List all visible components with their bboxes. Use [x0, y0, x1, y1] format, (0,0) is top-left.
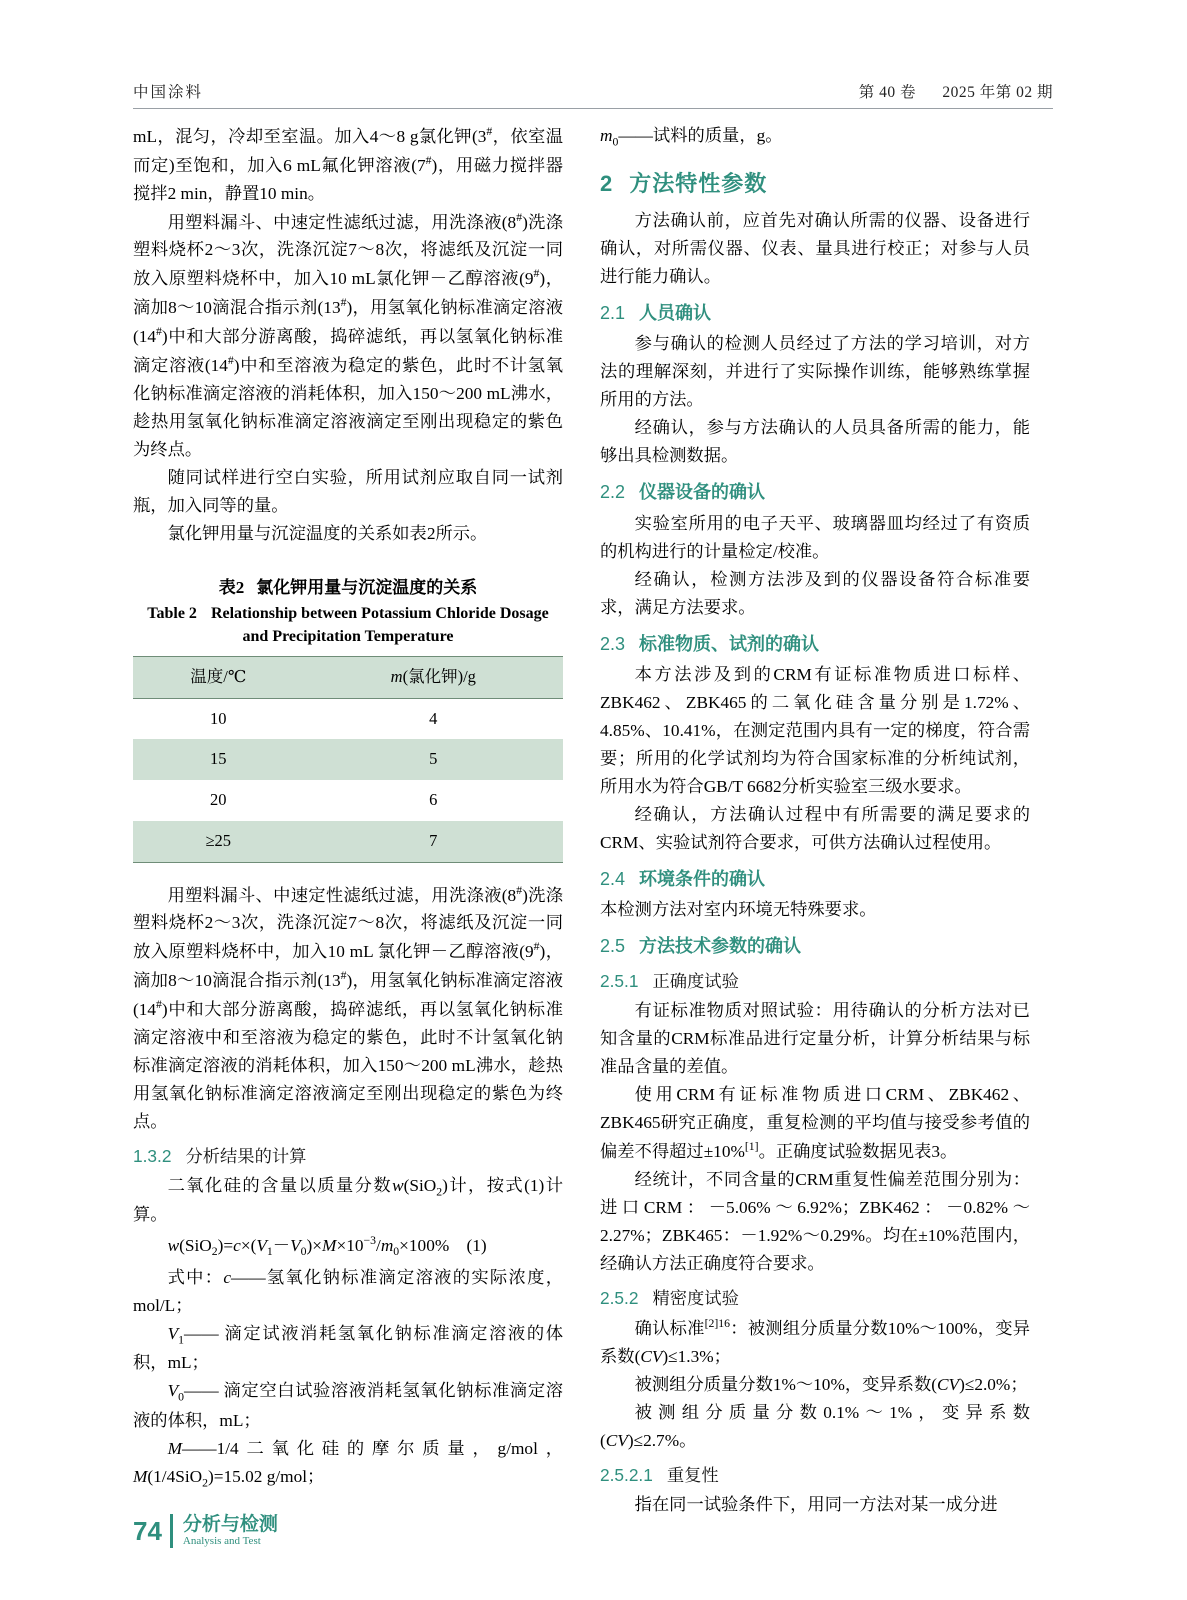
table-caption-cn [133, 574, 563, 602]
cell-dosage: 7 [304, 821, 563, 862]
heading-text: 仪器设备的确认 [639, 482, 766, 503]
paragraph: 方法确认前，应首先对确认所需的仪器、设备进行确认，对所需仪器、仪表、量具进行校正；对参与人员进行能力确认。 [600, 211, 1030, 287]
paragraph: $V_0——$ 滴定空白试验溶液消耗氢氧化钠标准滴定溶液的体积，mL； [133, 1381, 563, 1430]
cell-dosage: 4 [429, 708, 438, 728]
cell-dosage: 5 [304, 739, 563, 780]
paragraph: 式中：c——氢氧化钠标准滴定溶液的实际浓度，mol/L； [133, 1267, 563, 1315]
paragraph: 经确认，检测方法涉及到的仪器设备符合标准要求，满足方法要求。 [600, 569, 1030, 617]
table-title-en-line2: and Precipitation Temperature [242, 627, 454, 645]
heading-number: 2 [600, 170, 614, 196]
issue-info [837, 80, 1053, 102]
paragraph: 本方法涉及到的CRM有证标准物质进口标样、ZBK462、ZBK465的二氧化硅含量分别是1.72%、4.85%、10.41%，在测定范围内具有一定的梯度，符合需要；所用的化学试剂均为符合国家标准的分析纯试剂，所用水为符合GB/T 6682分析实验室三级水要求。 [600, 664, 1030, 796]
paragraph: 经统计，不同含量的CRM重复性偏差范围分别为：进口CRM：－5.06%～6.92%；ZBK462：－0.82%～2.27%；ZBK465：－1.92%～0.29%。均在±10%范围内，经确认方法正确度符合要求。 [600, 1170, 1030, 1274]
formula-1: $w(SiO_2)=c\times(V_1-V_0)\times M\times 10^{-3}/m_0\times 100\%$ (1) [167, 1234, 487, 1259]
paragraph: mL，混匀，冷却至室温。加入4～8 g氯化钾(3#，依室温而定)至饱和，加入6 mL氟化钾溶液(7#)，用磁力搅拌器搅拌2 min，静置10 min。 [133, 125, 563, 203]
heading-number: 2.5.1 [600, 971, 639, 992]
paragraph: $m_0——$试料的质量，g。 [600, 126, 783, 149]
table-label-en: Table 2 [147, 605, 197, 623]
heading-text: 环境条件的确认 [639, 868, 766, 889]
heading-2-5 [600, 932, 1030, 961]
right-column [600, 122, 1030, 1519]
paragraph: 使用CRM有证标准物质进口CRM、ZBK462、ZBK465研究正确度，重复检测的平均值与接受参考值的偏差不得超过±10%[1]。正确度试验数据见表3。 [600, 1085, 1030, 1162]
heading-2-5-2 [600, 1284, 1030, 1312]
paragraph: 有证标准物质对照试验：用待确认的分析方法对已知含量的CRM标准品进行定量分析，计算分析结果与标准品含量的差值。 [600, 1001, 1030, 1077]
footer-divider [170, 1514, 173, 1548]
heading-2-3 [600, 630, 1030, 659]
heading-number: 2.3 [600, 633, 626, 654]
column-header-dosage: m(氯化钾)/g [304, 656, 563, 698]
cell-temperature: 10 [210, 708, 227, 728]
cell-temperature: 15 [133, 739, 304, 780]
heading-2-5-1 [600, 967, 1030, 995]
footer-section-en: Analysis and Test [182, 1535, 261, 1548]
table-header-row [133, 656, 563, 698]
heading-number: 2.5 [600, 936, 626, 957]
page-number: 74 [133, 1515, 162, 1546]
cell-temperature: 20 [210, 790, 227, 810]
heading-text: 方法特性参数 [629, 170, 768, 196]
page-header [133, 80, 1053, 109]
footer-section-cn: 分析与检测 [182, 1513, 278, 1535]
heading-number: 2.5.2 [600, 1288, 639, 1309]
heading-text: 重复性 [666, 1465, 719, 1486]
heading-2-5-2-1 [600, 1461, 1030, 1489]
heading-text: 人员确认 [639, 303, 712, 324]
table-row [133, 698, 563, 739]
column-header-temperature: 温度/℃ [133, 656, 304, 698]
heading-number: 1.3.2 [133, 1145, 172, 1166]
issue-text: 2025 年第 02 期 [942, 84, 1053, 101]
table-2 [133, 656, 563, 863]
table-caption-en [133, 603, 563, 648]
heading-1-3-2 [133, 1142, 563, 1170]
heading-2-1 [600, 299, 1030, 328]
heading-number: 2.2 [600, 482, 626, 503]
paragraph: 用塑料漏斗、中速定性滤纸过滤，用洗涤液(8#)洗涤塑料烧杯2～3次，洗涤沉淀7～8次，将滤纸及沉淀一同放入原塑料烧杯中，加入10 mL 氯化钾－乙醇溶液(9#)，滴加8～10滴混合指示剂(13#)，用氢氧化钠标准滴定溶液(14#)中和大部分游离酸，捣碎滤纸，再以氢氧化钠标准滴定溶液中和至溶液为稳定的紫色，此时不计氢氧化钠标准滴定溶液的消耗体积，加入150～200 mL沸水，趁热用氢氧化钠标准滴定溶液滴定至刚出现稳定的紫色为终点。 [133, 883, 563, 1131]
table-row [133, 780, 563, 821]
paragraph: 随同试样进行空白实验，所用试剂应取自同一试剂瓶，加入同等的量。 [133, 467, 563, 515]
paragraph: 确认标准$^{[2]16}$：被测组分质量分数10%～100%，变异系数(CV)≤1.3%； [600, 1317, 1030, 1366]
paragraph: 被测组分质量分数1%～10%，变异系数(CV)≤2.0%； [634, 1374, 1028, 1394]
paragraph: 经确认，参与方法确认的人员具备所需的能力，能够出具检测数据。 [600, 418, 1030, 466]
paragraph: 实验室所用的电子天平、玻璃器皿均经过了有资质的机构进行的计量检定/校准。 [600, 513, 1030, 561]
table-label-cn: 表2 [218, 577, 245, 597]
paragraph: 氯化钾用量与沉淀温度的关系如表2所示。 [167, 523, 488, 543]
footer-section [183, 1515, 278, 1548]
table-title-cn: 氯化钾用量与沉淀温度的关系 [256, 577, 478, 597]
paragraph: 二氧化硅的含量以质量分数w(SiO$_2$)计，按式(1)计算。 [133, 1175, 563, 1225]
heading-number: 2.1 [600, 303, 626, 324]
paragraph: $V_1——$ 滴定试液消耗氢氧化钠标准滴定溶液的体积，mL； [133, 1323, 563, 1373]
heading-text: 分析结果的计算 [185, 1145, 307, 1166]
left-column [133, 122, 563, 1492]
cell-dosage: 6 [429, 790, 438, 810]
page-footer [133, 1514, 278, 1548]
table-title-en-line1: Relationship between Potassium Chloride Dosage [210, 605, 549, 623]
heading-2-4 [600, 865, 1030, 894]
heading-text: 方法技术参数的确认 [639, 936, 802, 957]
paragraph: 参与确认的检测人员经过了方法的学习培训，对方法的理解深刻，并进行了实际操作训练，能够熟练掌握所用的方法。 [600, 334, 1030, 410]
journal-name: 中国涂料 [133, 84, 204, 101]
table-row [133, 821, 563, 862]
heading-number: 2.5.2.1 [600, 1465, 653, 1486]
paragraph: 本检测方法对室内环境无特殊要求。 [600, 900, 877, 920]
heading-text: 标准物质、试剂的确认 [639, 633, 820, 654]
paragraph: 指在同一试验条件下，用同一方法对某一成分进 [634, 1495, 998, 1515]
table-2-block [133, 574, 563, 863]
paragraph: 用塑料漏斗、中速定性滤纸过滤，用洗涤液(8#)洗涤塑料烧杯2～3次，洗涤沉淀7～8次，将滤纸及沉淀一同放入原塑料烧杯中，加入10 mL氯化钾－乙醇溶液(9#)，滴加8～10滴混合指示剂(13#)，用氢氧化钠标准滴定溶液(14#)中和大部分游离酸，捣碎滤纸，再以氢氧化钠标准滴定溶液(14#)中和至溶液为稳定的紫色，此时不计氢氧化钠标准滴定溶液的消耗体积，加入150～200 mL沸水，趁热用氢氧化钠标准滴定溶液滴定至刚出现稳定的紫色为终点。 [133, 210, 563, 459]
paragraph: 经确认，方法确认过程中有所需要的满足要求的CRM、实验试剂符合要求，可供方法确认过程使用。 [600, 804, 1030, 852]
heading-2 [600, 166, 1030, 202]
table-row [133, 739, 563, 780]
heading-text: 精密度试验 [652, 1288, 739, 1309]
heading-text: 正确度试验 [652, 971, 739, 992]
volume-text: 第 40 卷 [858, 84, 916, 101]
paragraph: 被测组分质量分数0.1%～1%，变异系数(CV)≤2.7%。 [600, 1402, 1030, 1450]
heading-2-2 [600, 478, 1030, 507]
heading-number: 2.4 [600, 868, 626, 889]
cell-temperature: ≥25 [133, 821, 304, 862]
paragraph: M——1/4二氧化硅的摩尔质量，g/mol，M(1/4SiO$_2$)=15.02 g/mol； [133, 1438, 563, 1490]
